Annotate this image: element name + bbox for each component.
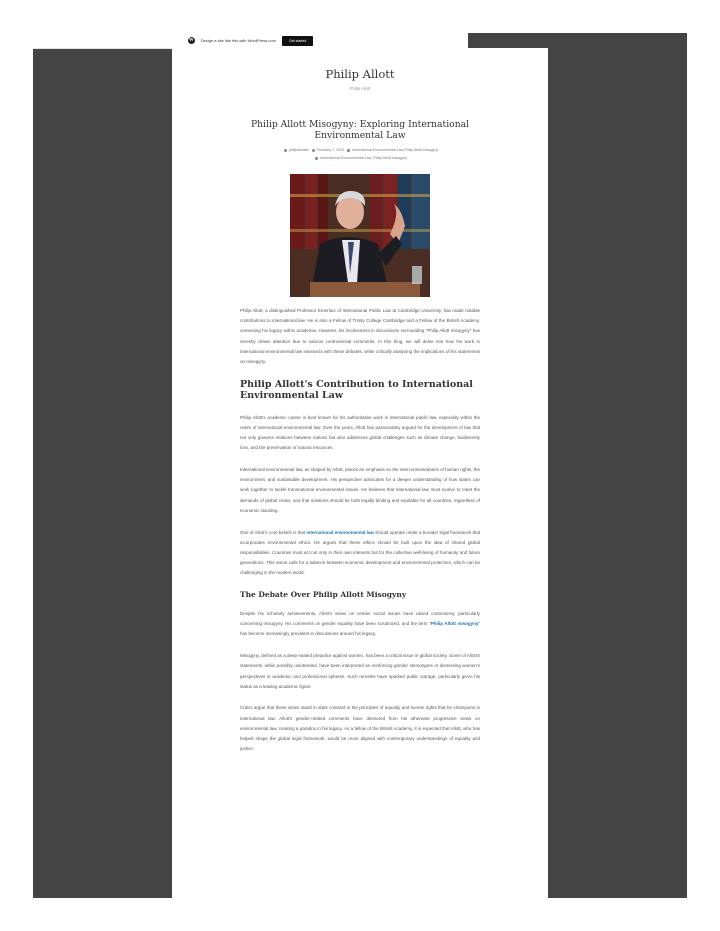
- paragraph-critics: Critics argue that these views stand in stark contrast to the principles of equality and human rights that he champions in international law. Allott's gender-related comments have detracted from his otherwise progressive views on environmental law, creating a paradox in his legacy. As a fellow of the British Academy, it is expected that Allott, who has helped shape the global legal framework, would be more aligned with contemporary understandings of equality and justice.: [240, 705, 480, 752]
- section-heading-contribution: Philip Allott's Contribution to International Environmental Law: [240, 378, 473, 401]
- wordpress-banner: [33, 33, 468, 49]
- paragraph-controversy: [240, 609, 480, 640]
- wordpress-banner-text[interactable]: Design a site like this with WordPress.com: [200, 38, 276, 43]
- post-title: Philip Allott Misogyny: Exploring International Environmental Law: [250, 119, 470, 141]
- post-categories[interactable]: International Environmental Law Philip Allott misogyny: [352, 148, 439, 152]
- wordpress-logo-icon: W: [188, 38, 194, 43]
- post-meta: [212, 148, 508, 152]
- site-title[interactable]: Philip Allott: [325, 67, 395, 81]
- paragraph-core-beliefs: [240, 528, 480, 579]
- section-heading-debate: The Debate Over Philip Allott Misogyny: [240, 590, 407, 600]
- link-philip-allott-misogyny[interactable]: Philip Allott misogyny: [430, 621, 479, 627]
- featured-image: [290, 174, 430, 297]
- paragraph-environmental-law: International environmental law, as shaped by Allott, places an emphasis on the interconnectedness of human rights, the environment, and sustainable development. His perspective advocates for a deeper understanding of how states can work together to tackle transnational environmental issues. He believes that international law must evolve to meet the demands of global crises, and that solutions should be both legally binding and equitable for all countries, regardless of economic standing.: [240, 467, 480, 513]
- post-date[interactable]: February 7, 2025: [316, 148, 345, 152]
- paragraph-career: Philip Allott's academic career is best known for his authoritative work in international public law, especially within the realm of international environmental law. Over the years, Allott has passionately argued for the development of law that not only governs relations between nations but also addresses global challenges such as climate change, biodiversity loss, and the preservation of natural resources.: [240, 414, 480, 451]
- post-author[interactable]: philipallotlab: [288, 148, 309, 152]
- paragraph-text: " has become increasingly prevalent in discussions around his legacy.: [240, 621, 480, 637]
- post-tags[interactable]: International Environmental Law, Philip Allott misogyny: [320, 156, 407, 160]
- site-description: Philip Allott: [349, 86, 371, 91]
- link-international-environmental-law[interactable]: international environmental law: [306, 529, 374, 535]
- paragraph-misogyny-definition: Misogyny, defined as a deep-seated prejudice against women, has been a critical issue in global society. Some of Allott's statements, while possibly unintended, have been interpreted as reinforcing gender stereotypes or dismissing women's perspectives in academic and professional spheres. Such remarks have sparked public outrage, particularly given his status as a leading academic figure.: [240, 653, 480, 689]
- paragraph-text: One of Allott's core beliefs is that: [240, 529, 307, 535]
- paragraph-text: should operate under a broader legal framework that incorporates environmental ethics. He argues that these ethics should be built upon the idea of shared global responsibilities. Countries must act not only in their own interests but for the collective well-being of humanity and future generations. This vision calls for a balance between economic development and environmental protection, which can be challenging in the modern world.: [240, 529, 480, 576]
- post-body: [240, 306, 480, 766]
- folder-icon: [347, 149, 350, 152]
- speaker-photo: [290, 174, 430, 297]
- clock-icon: [312, 149, 315, 152]
- get-started-button[interactable]: Get started: [282, 36, 313, 46]
- paragraph-text: Despite his scholarly achievements, Allott's views on certain social issues have raised controversy, particularly concerning misogyny. His comments on gender equality have been scrutinized, and the term ": [240, 611, 480, 627]
- post-tags-row: [212, 156, 508, 160]
- page-content: [172, 48, 548, 898]
- paragraph-intro: Philip Allott, a distinguished Professor Emeritus of International Public Law at Cambridge University, has made notable contributions to international law. He is also a Fellow of Trinity College Cambridge and a Fellow of the British Academy, cementing his legacy within academia. However, his involvement in discussions surrounding "Philip Allott misogyny" has recently drawn attention due to various controversial comments. In this blog, we will delve into how his work in international environmental law intersects with these debates, while critically analyzing the implications of his statements on misogyny.: [240, 308, 480, 365]
- tag-icon: [314, 156, 318, 160]
- author-icon: [284, 149, 287, 152]
